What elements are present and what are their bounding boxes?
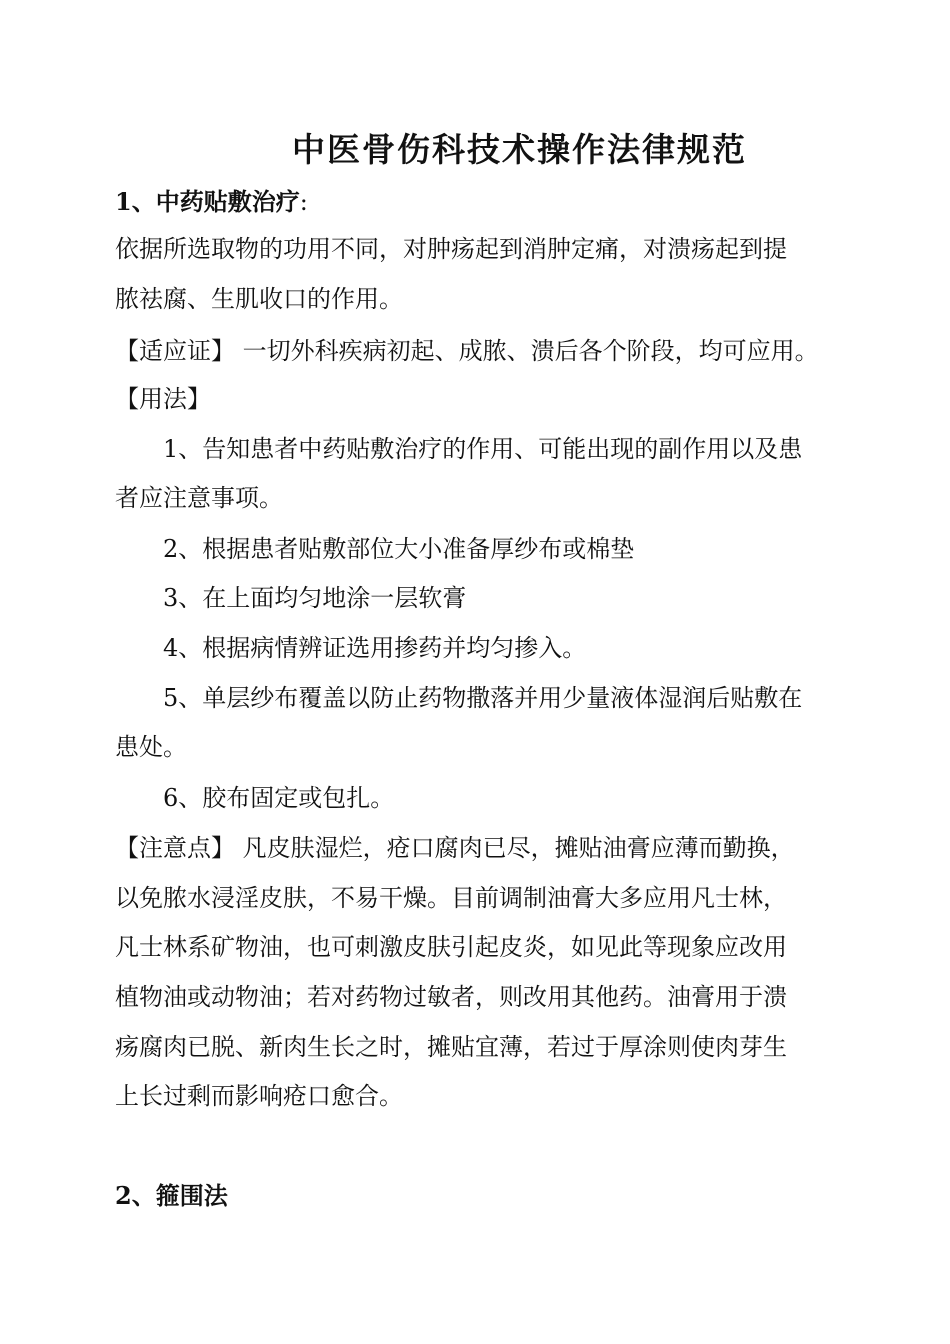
notes-line-2: 以免脓水浸淫皮肤，不易干燥。目前调制油膏大多应用凡士林，	[115, 884, 787, 912]
section-1-heading-line	[115, 186, 308, 218]
section-1-heading: 1、中药贴敷治疗	[115, 187, 300, 216]
notes-line-1: 【注意点】 凡皮肤湿烂，疮口腐肉已尽，摊贴油膏应薄而勤换，	[115, 834, 795, 862]
usage-step-5: 5、单层纱布覆盖以防止药物撒落并用少量液体湿润后贴敷在	[163, 684, 803, 712]
usage-step-1-cont: 者应注意事项。	[115, 484, 283, 512]
intro-line-2: 脓祛腐、生肌收口的作用。	[115, 285, 403, 313]
section-2-heading: 2、箍围法	[115, 1181, 228, 1210]
section-1-heading-colon: :	[299, 188, 308, 216]
usage-step-6: 6、胶布固定或包扎。	[163, 784, 395, 812]
intro-line-1: 依据所选取物的功用不同，对肿疡起到消肿定痛，对溃疡起到提	[115, 235, 787, 263]
usage-step-3: 3、在上面均匀地涂一层软膏	[163, 584, 467, 612]
notes-line-6: 上长过剩而影响疮口愈合。	[115, 1082, 403, 1110]
notes-line-3: 凡士林系矿物油，也可刺激皮肤引起皮炎，如见此等现象应改用	[115, 933, 787, 961]
notes-line-5: 疡腐肉已脱、新肉生长之时，摊贴宜薄，若过于厚涂则使肉芽生	[115, 1033, 787, 1061]
usage-step-4: 4、根据病情辨证选用掺药并均匀掺入。	[163, 634, 587, 662]
usage-step-2: 2、根据患者贴敷部位大小准备厚纱布或棉垫	[163, 535, 635, 563]
usage-step-1: 1、告知患者中药贴敷治疗的作用、可能出现的副作用以及患	[163, 435, 803, 463]
document-title: 中医骨伤科技术操作法律规范	[292, 130, 747, 169]
notes-line-4: 植物油或动物油；若对药物过敏者，则改用其他药。油膏用于溃	[115, 983, 787, 1011]
indications-paragraph: 【适应证】 一切外科疾病初起、成脓、溃后各个阶段，均可应用。	[115, 337, 819, 365]
usage-step-5-cont: 患处。	[115, 733, 187, 761]
usage-heading: 【用法】	[115, 385, 211, 413]
